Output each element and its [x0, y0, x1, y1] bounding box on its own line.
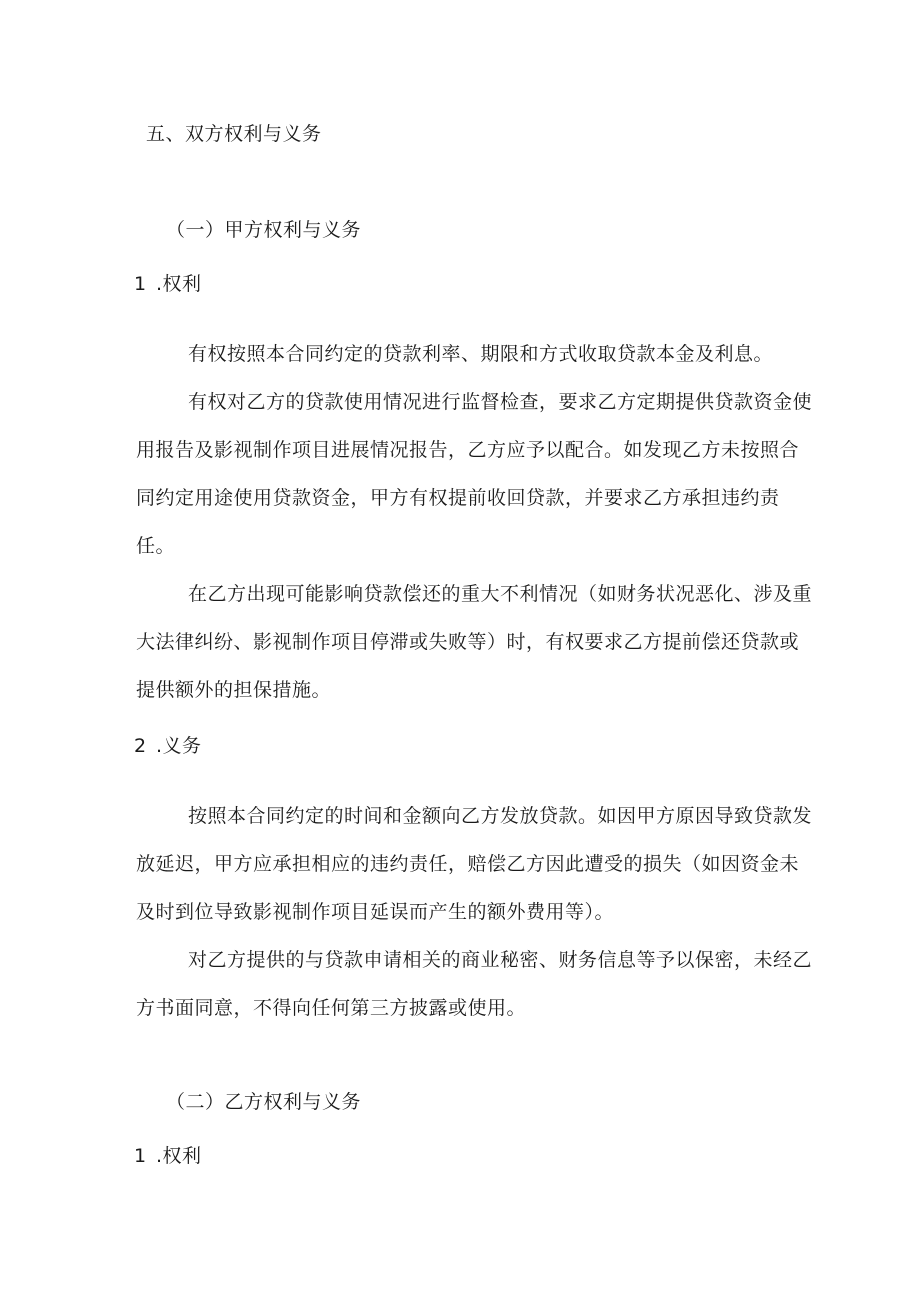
part-b-title: （二）乙方权利与义务 [166, 1091, 362, 1113]
heading-label: .权利 [156, 1145, 202, 1167]
paragraph-line: 对乙方提供的与贷款申请相关的商业秘密、财务信息等予以保密，未经乙 [188, 949, 813, 971]
part-a-obligations-heading [134, 734, 202, 758]
section-title: 五、双方权利与义务 [146, 123, 322, 145]
paragraph-line: 方书面同意，不得向任何第三方披露或使用。 [136, 997, 527, 1019]
part-b-rights-heading [134, 1144, 202, 1168]
heading-label: .义务 [156, 735, 202, 757]
heading-label: .权利 [156, 273, 202, 295]
heading-number: 1 [134, 273, 147, 295]
heading-number: 2 [134, 735, 147, 757]
paragraph-line: 用报告及影视制作项目进展情况报告，乙方应予以配合。如发现乙方未按照合 [136, 439, 800, 461]
part-a-title: （一）甲方权利与义务 [166, 219, 362, 241]
paragraph-line: 同约定用途使用贷款资金，甲方有权提前收回贷款，并要求乙方承担违约责 [136, 487, 780, 509]
heading-number: 1 [134, 1145, 147, 1167]
paragraph-line: 任。 [136, 535, 176, 557]
paragraph-line: 按照本合同约定的时间和金额向乙方发放贷款。如因甲方原因导致贷款发 [188, 805, 813, 827]
paragraph-line: 有权按照本合同约定的贷款利率、期限和方式收取贷款本金及利息。 [188, 343, 774, 365]
paragraph-line: 有权对乙方的贷款使用情况进行监督检查，要求乙方定期提供贷款资金使 [188, 391, 813, 413]
paragraph-line: 及时到位导致影视制作项目延误而产生的额外费用等）。 [136, 901, 615, 923]
paragraph-line: 放延迟，甲方应承担相应的违约责任，赔偿乙方因此遭受的损失（如因资金未 [136, 853, 800, 875]
paragraph-line: 大法律纠纷、影视制作项目停滞或失败等）时，有权要求乙方提前偿还贷款或 [136, 631, 800, 653]
paragraph-line: 提供额外的担保措施。 [136, 679, 332, 701]
paragraph-line: 在乙方出现可能影响贷款偿还的重大不利情况（如财务状况恶化、涉及重 [188, 583, 813, 605]
part-a-rights-heading [134, 272, 202, 296]
